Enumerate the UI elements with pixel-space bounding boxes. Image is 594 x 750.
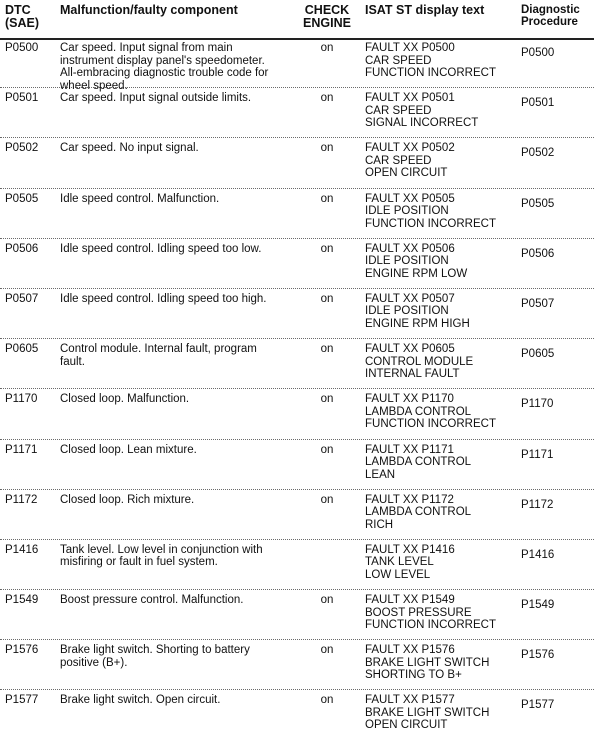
diagnostic-procedure: P1172 <box>521 498 554 511</box>
isat-display-text: FAULT XX P1172 LAMBDA CONTROL RICH <box>365 493 472 531</box>
header-diagnostic-procedure: Diagnostic Procedure <box>521 4 580 28</box>
malfunction-text: Idle speed control. Idling speed too high. <box>60 292 267 305</box>
table-row <box>0 88 594 138</box>
diagnostic-procedure: P0506 <box>521 247 555 260</box>
table-row <box>0 38 594 92</box>
malfunction-text: Idle speed control. Malfunction. <box>60 192 220 205</box>
check-engine-status: on <box>320 594 334 607</box>
malfunction-text: Control module. Internal fault, program fault. <box>60 343 257 368</box>
dtc-code: P1577 <box>5 694 39 707</box>
diagnostic-procedure: P1170 <box>521 398 554 411</box>
table-row <box>0 540 594 590</box>
dtc-code: P1170 <box>5 393 38 406</box>
diagnostic-procedure: P1549 <box>521 599 555 612</box>
check-engine-status: on <box>320 694 334 707</box>
diagnostic-procedure: P0502 <box>521 147 555 160</box>
diagnostic-procedure: P0500 <box>521 47 555 59</box>
check-engine-status: on <box>320 343 334 356</box>
table-row <box>0 490 594 540</box>
check-engine-status: on <box>320 242 334 255</box>
check-engine-status: on <box>320 142 334 155</box>
dtc-code: P0507 <box>5 292 39 305</box>
check-engine-status: on <box>320 443 334 456</box>
isat-display-text: FAULT XX P1170 LAMBDA CONTROL FUNCTION INCORRECT <box>365 393 496 431</box>
dtc-code: P1549 <box>5 594 39 607</box>
malfunction-text: Closed loop. Malfunction. <box>60 393 190 406</box>
dtc-code: P0505 <box>5 192 39 205</box>
diagnostic-procedure: P0505 <box>521 197 555 210</box>
isat-display-text: FAULT XX P1171 LAMBDA CONTROL LEAN <box>365 443 472 481</box>
malfunction-text: Closed loop. Rich mixture. <box>60 493 195 506</box>
header-isat-display-text: ISAT ST display text <box>365 3 485 17</box>
table-row <box>0 289 594 339</box>
table-row <box>0 640 594 690</box>
check-engine-status: on <box>320 192 334 205</box>
dtc-code: P1172 <box>5 493 38 506</box>
isat-display-text: FAULT XX P0506 IDLE POSITION ENGINE RPM LOW <box>365 242 468 280</box>
malfunction-text: Idle speed control. Idling speed too low. <box>60 242 262 255</box>
table-row <box>0 189 594 239</box>
table-row <box>0 239 594 289</box>
malfunction-text: Car speed. Input signal outside limits. <box>60 92 252 105</box>
table-row <box>0 389 594 439</box>
diagnostic-procedure: P1576 <box>521 649 555 662</box>
dtc-code: P1416 <box>5 543 39 556</box>
isat-display-text: FAULT XX P0500 CAR SPEED FUNCTION INCORRECT <box>365 42 496 79</box>
dtc-code: P1576 <box>5 644 39 657</box>
diagnostic-procedure: P0605 <box>521 348 555 361</box>
table-row <box>0 590 594 640</box>
diagnostic-procedure: P0507 <box>521 297 555 310</box>
table-row <box>0 440 594 490</box>
header-check-engine: CHECK ENGINE <box>303 3 351 30</box>
dtc-code: P0502 <box>5 142 39 155</box>
isat-display-text: FAULT XX P0505 IDLE POSITION FUNCTION INCORRECT <box>365 192 496 230</box>
malfunction-text: Tank level. Low level in conjunction with misfiring or fault in fuel system. <box>60 543 263 569</box>
table-row <box>0 339 594 389</box>
check-engine-status: on <box>320 42 334 54</box>
isat-display-text: FAULT XX P0605 CONTROL MODULE INTERNAL FAULT <box>365 343 474 381</box>
header-dtc: DTC (SAE) <box>5 3 40 30</box>
check-engine-status: on <box>320 493 334 506</box>
check-engine-status: on <box>320 393 334 406</box>
table-row <box>0 690 594 740</box>
isat-display-text: FAULT XX P0501 CAR SPEED SIGNAL INCORRECT <box>365 92 479 130</box>
dtc-code: P0506 <box>5 242 39 255</box>
table-header <box>0 0 594 40</box>
malfunction-text: Car speed. No input signal. <box>60 142 199 155</box>
malfunction-text: Brake light switch. Shorting to battery positive (B+). <box>60 644 250 669</box>
dtc-code: P1171 <box>5 443 38 456</box>
isat-display-text: FAULT XX P1576 BRAKE LIGHT SWITCH SHORTING TO B+ <box>365 644 490 682</box>
malfunction-text: Closed loop. Lean mixture. <box>60 443 197 456</box>
check-engine-status: on <box>320 92 334 105</box>
isat-display-text: FAULT XX P1416 TANK LEVEL LOW LEVEL <box>365 543 455 581</box>
header-malfunction: Malfunction/faulty component <box>60 3 238 17</box>
diagnostic-procedure: P1416 <box>521 548 555 561</box>
isat-display-text: FAULT XX P0507 IDLE POSITION ENGINE RPM HIGH <box>365 292 470 330</box>
check-engine-status: on <box>320 644 334 657</box>
table-row <box>0 138 594 188</box>
table-body <box>0 38 594 741</box>
diagnostic-procedure: P1577 <box>521 699 555 712</box>
isat-display-text: FAULT XX P0502 CAR SPEED OPEN CIRCUIT <box>365 142 455 180</box>
diagnostic-procedure: P1171 <box>521 448 554 461</box>
dtc-code: P0605 <box>5 343 39 356</box>
malfunction-text: Car speed. Input signal from main instrument display panel's speedometer. All-embracing diagnostic trouble code for wheel speed. <box>60 42 269 92</box>
isat-display-text: FAULT XX P1577 BRAKE LIGHT SWITCH OPEN CIRCUIT <box>365 694 490 732</box>
malfunction-text: Boost pressure control. Malfunction. <box>60 594 244 607</box>
dtc-code: P0500 <box>5 42 39 54</box>
diagnostic-procedure: P0501 <box>521 97 555 110</box>
check-engine-status: on <box>320 292 334 305</box>
isat-display-text: FAULT XX P1549 BOOST PRESSURE FUNCTION INCORRECT <box>365 594 496 632</box>
malfunction-text: Brake light switch. Open circuit. <box>60 694 221 707</box>
dtc-code: P0501 <box>5 92 39 105</box>
